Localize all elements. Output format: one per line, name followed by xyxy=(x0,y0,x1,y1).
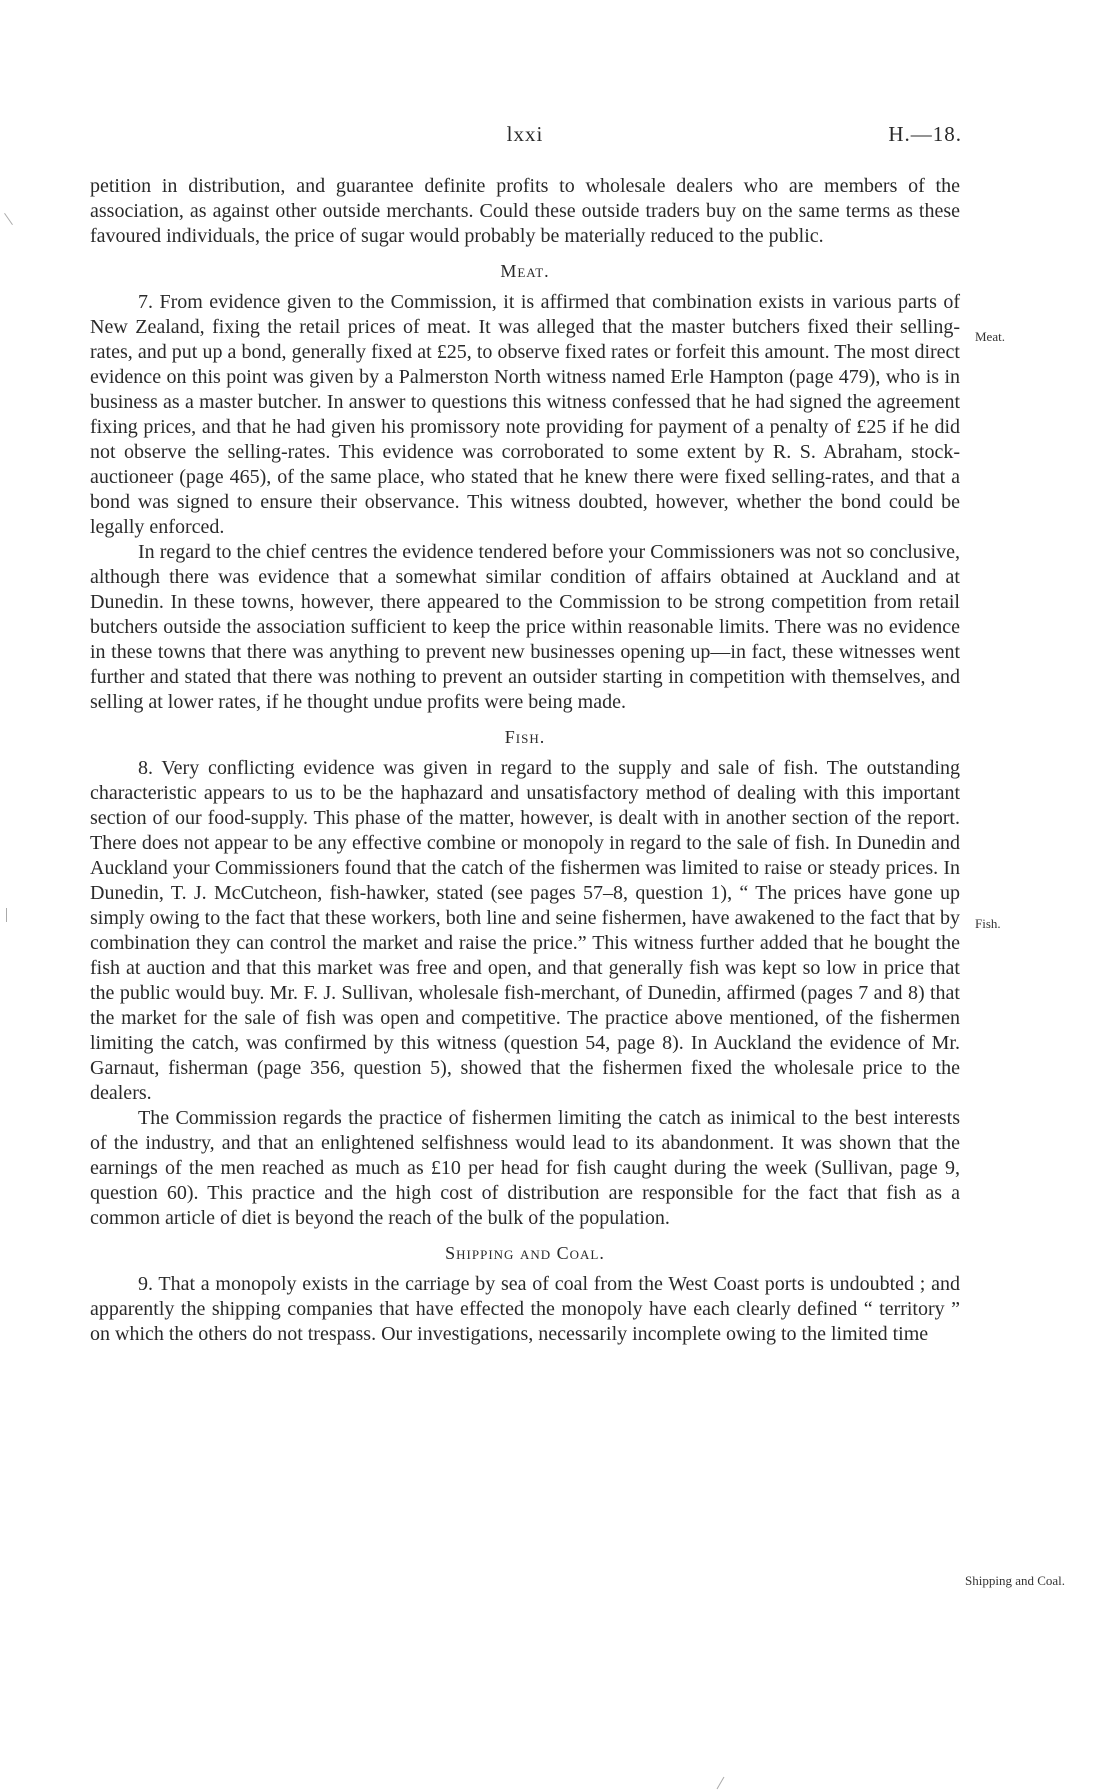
margin-note-fish: Fish. xyxy=(975,916,1001,931)
paragraph-intro: petition in distribution, and guarantee definite profits to wholesale dealers who are members of the association, as against other outside merchants. Could these outside traders buy on the same terms as these favoured individuals, the price of sugar would probably be materially reduced to the public. xyxy=(90,175,960,247)
scan-mark xyxy=(717,1777,725,1790)
paragraph-fish-1: 8. Very conflicting evidence was given in regard to the supply and sale of fish. The outstanding characteristic appears to us to be the haphazard and unsatisfactory method of dealing with this important section of our food-supply. This phase of the matter, however, is dealt with in another section of the report. There does not appear to be any effective combine or monopoly in regard to the sale of fish. In Dunedin and Auckland your Commissioners found that the catch of the fishermen was limited to raise or steady prices. In Dunedin, T. J. McCutcheon, fish-hawker, stated (see pages 57–8, question 1), “ The prices have gone up simply owing to the fact that these workers, both line and seine fishermen, have awakened to the fact that by combination they can control the market and raise the price.” This witness further added that he bought the fish at auction and that this market was free and open, and that generally fish was kept so low in price that the public would buy. Mr. F. J. Sullivan, wholesale fish-merchant, of Dunedin, affirmed (pages 7 and 8) that the market for the sale of fish was open and competitive. The practice above mentioned, of the fishermen limiting the catch, was confirmed by this witness (question 54, page 8). In Auckland the evidence of Mr. Garnaut, fisherman (page 356, question 5), showed that the fishermen fixed the wholesale price to the dealers. xyxy=(90,757,960,1104)
page-number: lxxi xyxy=(506,122,544,146)
section-heading-fish: Fish. xyxy=(504,727,546,747)
document-reference: H.—18. xyxy=(888,122,962,146)
paragraph-fish-2: The Commission regards the practice of fishermen limiting the catch as inimical to the best interests of the industry, and that an enlightened selfishness would lead to its abandonment. It was shown that the earnings of the men reached as much as £10 per head for fish caught during the week (Sullivan, page 9, question 60). This practice and the high cost of distribution are responsible for the fact that fish as a common article of diet is beyond the reach of the bulk of the population. xyxy=(90,1107,960,1229)
scan-mark xyxy=(6,908,7,922)
section-heading-meat: Meat. xyxy=(500,261,550,281)
paragraph-meat-2: In regard to the chief centres the evidence tendered before your Commissioners was not so conclusive, although there was evidence that a somewhat similar condition of affairs obtained at Auckland and at Dunedin. In these towns, however, there appeared to the Commission to be strong competition from retail butchers outside the association sufficient to keep the price within reasonable limits. There was no evidence in these towns that there was anything to prevent new businesses opening up—in fact, these witnesses went further and stated that there was nothing to prevent an outsider starting in competition with themselves, and selling at lower rates, if he thought undue profits were being made. xyxy=(90,541,960,713)
page-header xyxy=(0,122,1114,152)
body-text xyxy=(90,174,960,1347)
paragraph-coal-1: 9. That a monopoly exists in the carriage by sea of coal from the West Coast ports is undoubted ; and apparently the shipping companies that have effected the monopoly have each clearly defined “ territory ” on which the others do not trespass. Our investigations, necessarily incomplete owing to the limited time xyxy=(90,1273,960,1345)
margin-note-meat: Meat. xyxy=(975,329,1005,344)
section-heading-shipping-coal: Shipping and Coal. xyxy=(445,1243,605,1263)
scan-mark xyxy=(4,213,13,225)
paragraph-meat-1: 7. From evidence given to the Commission, it is affirmed that combination exists in various parts of New Zealand, fixing the retail prices of meat. It was alleged that the master butchers fixed their selling-rates, and put up a bond, generally fixed at £25, to observe fixed rates or forfeit this amount. The most direct evidence on this point was given by a Palmerston North witness named Erle Hampton (page 479), who is in business as a master butcher. In answer to questions this witness confessed that he had signed the agreement fixing prices, and that he had given his promissory note providing for payment of a penalty of £25 if he did not observe the selling-rates. This evidence was corroborated to some extent by R. S. Abraham, stock-auctioneer (page 465), of the same place, who stated that he knew there were fixed selling-rates, and that a bond was signed to ensure their observance. This witness doubted, however, whether the bond could be legally enforced. xyxy=(90,291,960,538)
margin-note-shipping-coal: Shipping and Coal. xyxy=(965,1573,1066,1588)
